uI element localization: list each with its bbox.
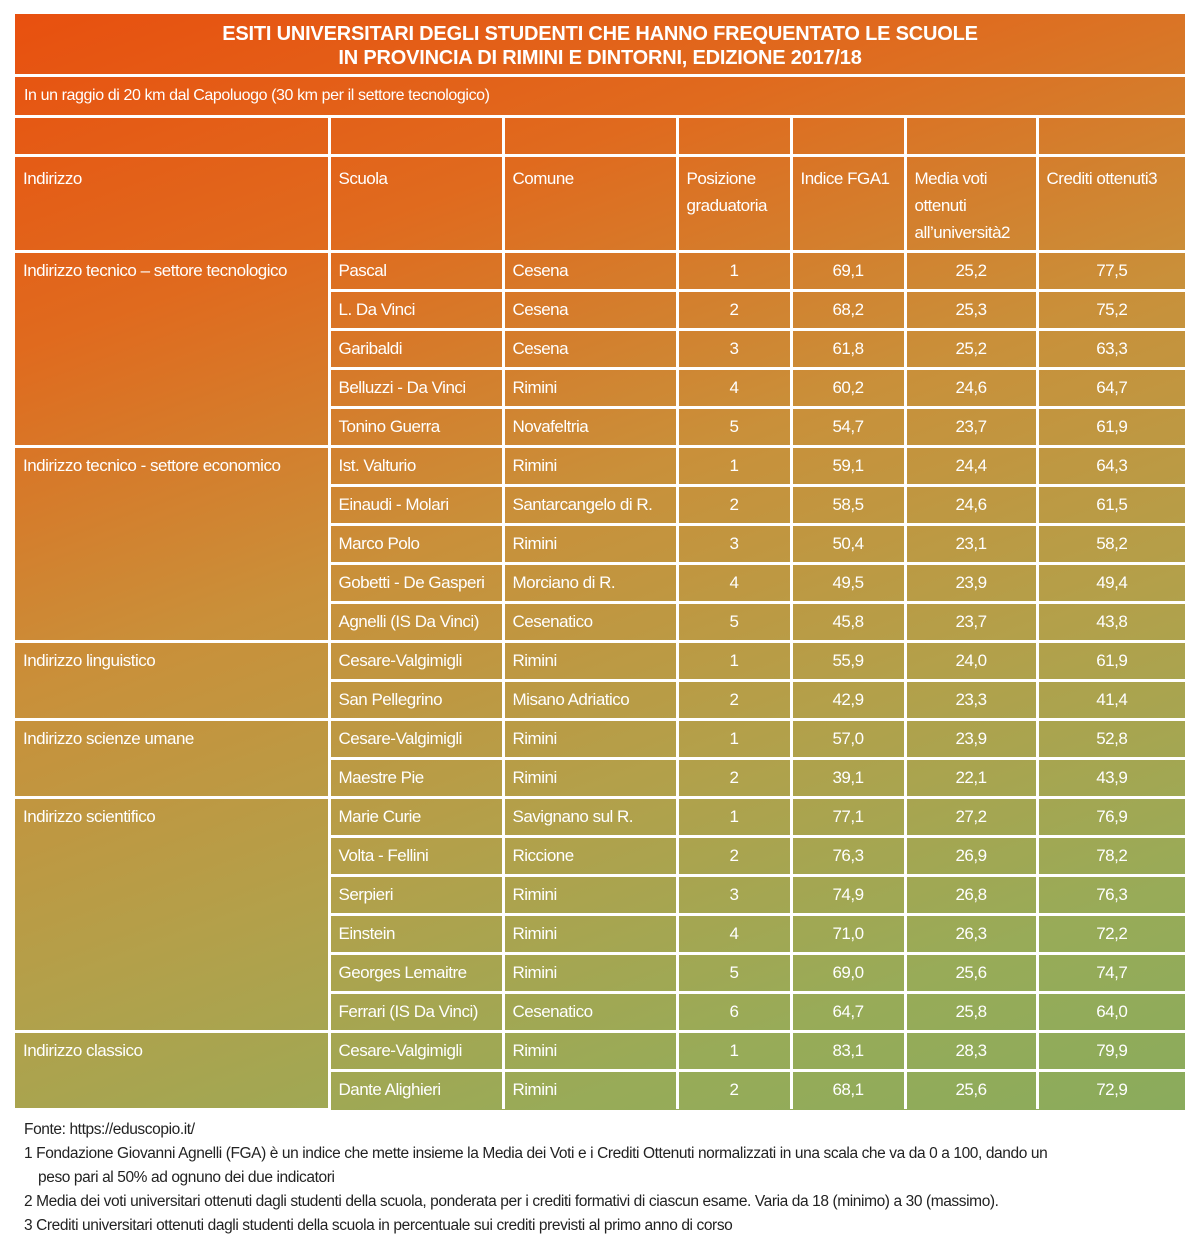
town-cell: Rimini <box>503 1031 677 1070</box>
header-row <box>15 155 1185 251</box>
rank-cell: 1 <box>677 446 791 485</box>
town-cell: Cesenatico <box>503 992 677 1031</box>
credits-cell: 72,2 <box>1037 914 1185 953</box>
school-cell: Volta - Fellini <box>329 836 503 875</box>
column-header: Scuola <box>329 155 503 251</box>
school-cell: L. Da Vinci <box>329 290 503 329</box>
group-label: Indirizzo scienze umane <box>15 719 329 797</box>
grade-average-cell: 23,7 <box>905 407 1037 446</box>
table-row <box>15 797 1185 836</box>
fga-index-cell: 74,9 <box>791 875 905 914</box>
rank-cell: 4 <box>677 368 791 407</box>
school-cell: Marco Polo <box>329 524 503 563</box>
town-cell: Rimini <box>503 524 677 563</box>
rank-cell: 2 <box>677 680 791 719</box>
town-cell: Riccione <box>503 836 677 875</box>
credits-cell: 77,5 <box>1037 251 1185 290</box>
fga-index-cell: 45,8 <box>791 602 905 641</box>
town-cell: Savignano sul R. <box>503 797 677 836</box>
credits-cell: 52,8 <box>1037 719 1185 758</box>
town-cell: Cesenatico <box>503 602 677 641</box>
footnotes <box>24 1118 1184 1238</box>
school-cell: Belluzzi - Da Vinci <box>329 368 503 407</box>
column-header: Indice FGA1 <box>791 155 905 251</box>
credits-cell: 64,3 <box>1037 446 1185 485</box>
table-row <box>15 251 1185 290</box>
group-label: Indirizzo linguistico <box>15 641 329 719</box>
group-label: Indirizzo classico <box>15 1031 329 1109</box>
footnote-1-continued: peso pari al 50% ad ognuno dei due indicatori <box>38 1169 335 1186</box>
column-header: Crediti ottenuti3 <box>1037 155 1185 251</box>
town-cell: Rimini <box>503 953 677 992</box>
grade-average-cell: 22,1 <box>905 758 1037 797</box>
credits-cell: 61,9 <box>1037 407 1185 446</box>
rank-cell: 3 <box>677 329 791 368</box>
footnote-1: 1 Fondazione Giovanni Agnelli (FGA) è un indice che mette insieme la Media dei Voti e i Crediti Ottenuti normalizzati in una scala che va da 0 a 100, dando un <box>24 1145 1048 1162</box>
grade-average-cell: 23,1 <box>905 524 1037 563</box>
credits-cell: 61,9 <box>1037 641 1185 680</box>
town-cell: Rimini <box>503 641 677 680</box>
rank-cell: 1 <box>677 719 791 758</box>
school-cell: Cesare-Valgimigli <box>329 1031 503 1070</box>
fga-index-cell: 68,1 <box>791 1070 905 1109</box>
grade-average-cell: 23,9 <box>905 719 1037 758</box>
town-cell: Santarcangelo di R. <box>503 485 677 524</box>
school-cell: Agnelli (IS Da Vinci) <box>329 602 503 641</box>
footnote-2: 2 Media dei voti universitari ottenuti dagli studenti della scuola, ponderata per i crediti formativi di ciascun esame. Varia da 18 (minimo) a 30 (massimo). <box>24 1193 999 1210</box>
rank-cell: 5 <box>677 407 791 446</box>
credits-cell: 41,4 <box>1037 680 1185 719</box>
column-header: Media voti ottenuti all’università2 <box>905 155 1037 251</box>
column-header: Indirizzo <box>15 155 329 251</box>
rank-cell: 3 <box>677 875 791 914</box>
rank-cell: 5 <box>677 602 791 641</box>
subtitle: In un raggio di 20 km dal Capoluogo (30 km per il settore tecnologico) <box>15 77 1185 118</box>
town-cell: Rimini <box>503 1070 677 1109</box>
page-title <box>15 14 1185 77</box>
grade-average-cell: 23,7 <box>905 602 1037 641</box>
town-cell: Rimini <box>503 914 677 953</box>
town-cell: Rimini <box>503 446 677 485</box>
grade-average-cell: 26,8 <box>905 875 1037 914</box>
grade-average-cell: 26,9 <box>905 836 1037 875</box>
school-cell: Ferrari (IS Da Vinci) <box>329 992 503 1031</box>
rank-cell: 3 <box>677 524 791 563</box>
column-header: Comune <box>503 155 677 251</box>
credits-cell: 75,2 <box>1037 290 1185 329</box>
rank-cell: 2 <box>677 836 791 875</box>
grade-average-cell: 24,6 <box>905 485 1037 524</box>
fga-index-cell: 54,7 <box>791 407 905 446</box>
grade-average-cell: 25,3 <box>905 290 1037 329</box>
school-cell: Einstein <box>329 914 503 953</box>
school-cell: Georges Lemaitre <box>329 953 503 992</box>
grade-average-cell: 23,9 <box>905 563 1037 602</box>
grade-average-cell: 25,6 <box>905 1070 1037 1109</box>
school-cell: Gobetti - De Gasperi <box>329 563 503 602</box>
grade-average-cell: 24,6 <box>905 368 1037 407</box>
town-cell: Cesena <box>503 329 677 368</box>
fga-index-cell: 77,1 <box>791 797 905 836</box>
school-cell: Dante Alighieri <box>329 1070 503 1109</box>
town-cell: Novafeltria <box>503 407 677 446</box>
grade-average-cell: 25,2 <box>905 251 1037 290</box>
grade-average-cell: 25,6 <box>905 953 1037 992</box>
school-cell: Cesare-Valgimigli <box>329 719 503 758</box>
fga-index-cell: 50,4 <box>791 524 905 563</box>
fga-index-cell: 60,2 <box>791 368 905 407</box>
fga-index-cell: 71,0 <box>791 914 905 953</box>
grade-average-cell: 25,2 <box>905 329 1037 368</box>
credits-cell: 76,9 <box>1037 797 1185 836</box>
town-cell: Misano Adriatico <box>503 680 677 719</box>
results-panel <box>15 14 1185 1110</box>
rank-cell: 6 <box>677 992 791 1031</box>
town-cell: Rimini <box>503 719 677 758</box>
town-cell: Rimini <box>503 368 677 407</box>
grade-average-cell: 24,0 <box>905 641 1037 680</box>
column-header: Posizione graduatoria <box>677 155 791 251</box>
rank-cell: 2 <box>677 1070 791 1109</box>
school-cell: Einaudi - Molari <box>329 485 503 524</box>
source-note: Fonte: https://eduscopio.it/ <box>24 1121 195 1138</box>
school-cell: Serpieri <box>329 875 503 914</box>
credits-cell: 43,8 <box>1037 602 1185 641</box>
rank-cell: 2 <box>677 290 791 329</box>
group-label: Indirizzo scientifico <box>15 797 329 1031</box>
credits-cell: 72,9 <box>1037 1070 1185 1109</box>
credits-cell: 78,2 <box>1037 836 1185 875</box>
table-row <box>15 446 1185 485</box>
results-table <box>15 118 1185 1111</box>
school-cell: Cesare-Valgimigli <box>329 641 503 680</box>
group-label: Indirizzo tecnico – settore tecnologico <box>15 251 329 446</box>
table-body <box>15 251 1185 1109</box>
credits-cell: 64,0 <box>1037 992 1185 1031</box>
fga-index-cell: 69,0 <box>791 953 905 992</box>
fga-index-cell: 68,2 <box>791 290 905 329</box>
fga-index-cell: 42,9 <box>791 680 905 719</box>
title-line-1: ESITI UNIVERSITARI DEGLI STUDENTI CHE HANNO FREQUENTATO LE SCUOLE <box>222 23 978 45</box>
group-label: Indirizzo tecnico - settore economico <box>15 446 329 641</box>
grade-average-cell: 26,3 <box>905 914 1037 953</box>
title-line-2: IN PROVINCIA DI RIMINI E DINTORNI, EDIZIONE 2017/18 <box>338 47 862 69</box>
fga-index-cell: 55,9 <box>791 641 905 680</box>
credits-cell: 61,5 <box>1037 485 1185 524</box>
credits-cell: 63,3 <box>1037 329 1185 368</box>
rank-cell: 2 <box>677 485 791 524</box>
footnote-3: 3 Crediti universitari ottenuti dagli studenti della scuola in percentuale sui crediti previsti al primo anno di corso <box>24 1217 733 1234</box>
town-cell: Cesena <box>503 290 677 329</box>
fga-index-cell: 69,1 <box>791 251 905 290</box>
table-row <box>15 641 1185 680</box>
credits-cell: 49,4 <box>1037 563 1185 602</box>
school-cell: Ist. Valturio <box>329 446 503 485</box>
rank-cell: 2 <box>677 758 791 797</box>
rank-cell: 4 <box>677 563 791 602</box>
rank-cell: 1 <box>677 641 791 680</box>
credits-cell: 76,3 <box>1037 875 1185 914</box>
school-cell: San Pellegrino <box>329 680 503 719</box>
school-cell: Pascal <box>329 251 503 290</box>
fga-index-cell: 58,5 <box>791 485 905 524</box>
fga-index-cell: 83,1 <box>791 1031 905 1070</box>
rank-cell: 1 <box>677 797 791 836</box>
credits-cell: 43,9 <box>1037 758 1185 797</box>
town-cell: Morciano di R. <box>503 563 677 602</box>
grade-average-cell: 27,2 <box>905 797 1037 836</box>
credits-cell: 64,7 <box>1037 368 1185 407</box>
table-row <box>15 719 1185 758</box>
fga-index-cell: 59,1 <box>791 446 905 485</box>
school-cell: Maestre Pie <box>329 758 503 797</box>
grade-average-cell: 28,3 <box>905 1031 1037 1070</box>
rank-cell: 1 <box>677 251 791 290</box>
empty-row <box>15 118 1185 155</box>
credits-cell: 79,9 <box>1037 1031 1185 1070</box>
school-cell: Garibaldi <box>329 329 503 368</box>
grade-average-cell: 23,3 <box>905 680 1037 719</box>
school-cell: Tonino Guerra <box>329 407 503 446</box>
fga-index-cell: 61,8 <box>791 329 905 368</box>
rank-cell: 4 <box>677 914 791 953</box>
credits-cell: 74,7 <box>1037 953 1185 992</box>
town-cell: Rimini <box>503 758 677 797</box>
grade-average-cell: 25,8 <box>905 992 1037 1031</box>
fga-index-cell: 49,5 <box>791 563 905 602</box>
fga-index-cell: 57,0 <box>791 719 905 758</box>
rank-cell: 1 <box>677 1031 791 1070</box>
town-cell: Cesena <box>503 251 677 290</box>
table-row <box>15 1031 1185 1070</box>
grade-average-cell: 24,4 <box>905 446 1037 485</box>
fga-index-cell: 64,7 <box>791 992 905 1031</box>
credits-cell: 58,2 <box>1037 524 1185 563</box>
fga-index-cell: 39,1 <box>791 758 905 797</box>
fga-index-cell: 76,3 <box>791 836 905 875</box>
school-cell: Marie Curie <box>329 797 503 836</box>
rank-cell: 5 <box>677 953 791 992</box>
town-cell: Rimini <box>503 875 677 914</box>
